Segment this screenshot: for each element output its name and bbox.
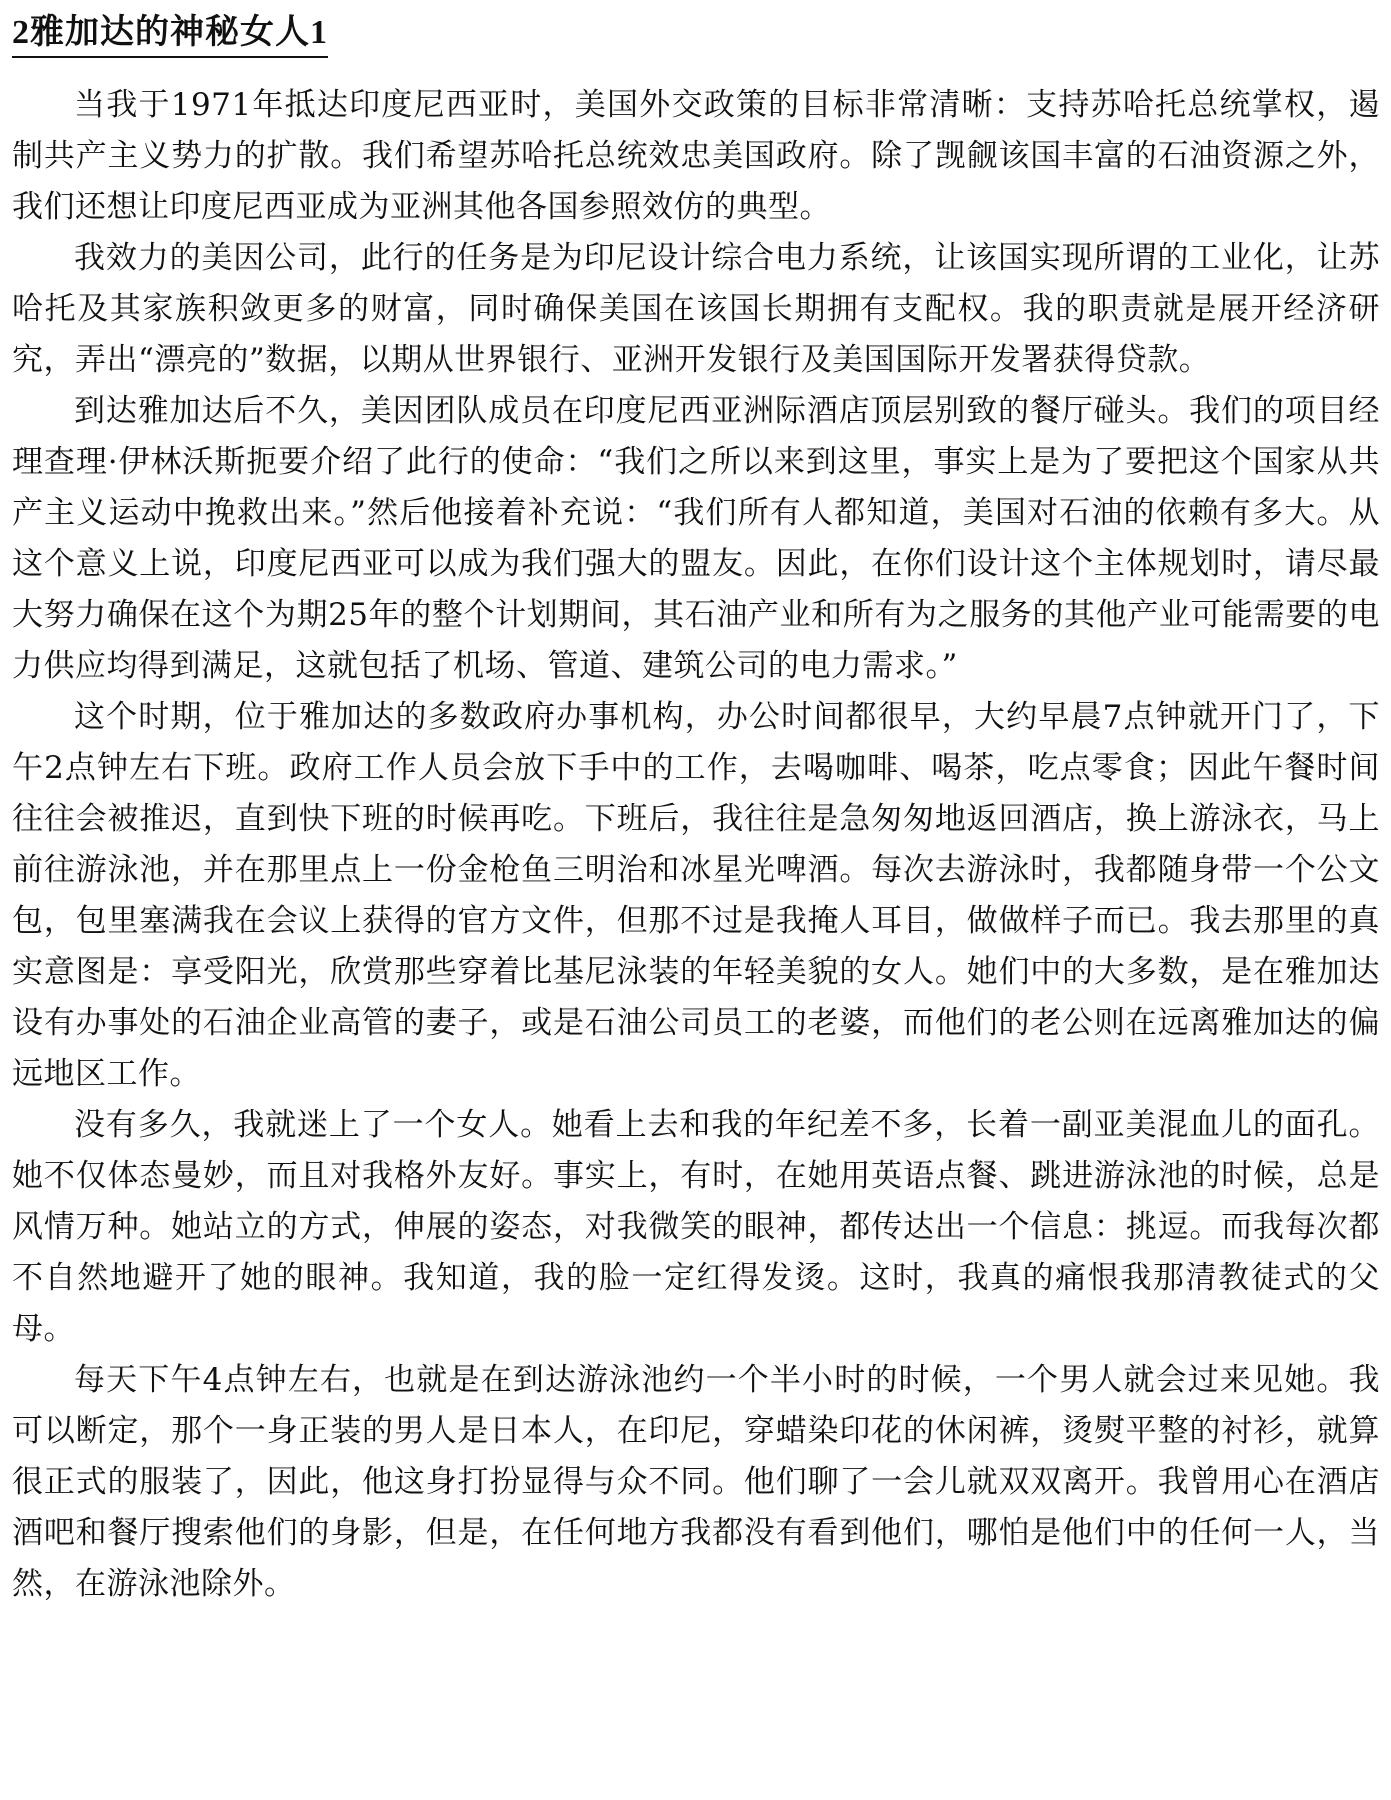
paragraph: 到达雅加达后不久，美因团队成员在印度尼西亚洲际酒店顶层别致的餐厅碰头。我们的项目经理查理·伊林沃斯扼要介绍了此行的使命：“我们之所以来到这里，事实上是为了要把这个国家从共产主义运动中挽救出来。”然后他接着补充说：“我们所有人都知道，美国对石油的依赖有多大。从这个意义上说，印度尼西亚可以成为我们强大的盟友。因此，在你们设计这个主体规划时，请尽最大努力确保在这个为期25年的整个计划期间，其石油产业和所有为之服务的其他产业可能需要的电力供应均得到满足，这就包括了机场、管道、建筑公司的电力需求。” <box>12 393 1380 684</box>
paragraph: 我效力的美因公司，此行的任务是为印尼设计综合电力系统，让该国实现所谓的工业化，让苏哈托及其家族积敛更多的财富，同时确保美国在该国长期拥有支配权。我的职责就是展开经济研究，弄出“漂亮的”数据，以期从世界银行、亚洲开发银行及美国国际开发署获得贷款。 <box>12 240 1380 378</box>
document-page <box>12 10 1380 1790</box>
paragraph: 这个时期，位于雅加达的多数政府办事机构，办公时间都很早，大约早晨7点钟就开门了，下午2点钟左右下班。政府工作人员会放下手中的工作，去喝咖啡、喝茶，吃点零食；因此午餐时间往往会被推迟，直到快下班的时候再吃。下班后，我往往是急匆匆地返回酒店，换上游泳衣，马上前往游泳池，并在那里点上一份金枪鱼三明治和冰星光啤酒。每次去游泳时，我都随身带一个公文包，包里塞满我在会议上获得的官方文件，但那不过是我掩人耳目，做做样子而已。我去那里的真实意图是：享受阳光，欣赏那些穿着比基尼泳装的年轻美貌的女人。她们中的大多数，是在雅加达设有办事处的石油企业高管的妻子，或是石油公司员工的老婆，而他们的老公则在远离雅加达的偏远地区工作。 <box>12 699 1380 1092</box>
paragraph: 每天下午4点钟左右，也就是在到达游泳池约一个半小时的时候，一个男人就会过来见她。我可以断定，那个一身正装的男人是日本人，在印尼，穿蜡染印花的休闲裤，烫熨平整的衬衫，就算很正式的服装了，因此，他这身打扮显得与众不同。他们聊了一会儿就双双离开。我曾用心在酒店酒吧和餐厅搜索他们的身影，但是，在任何地方我都没有看到他们，哪怕是他们中的任何一人，当然，在游泳池除外。 <box>12 1362 1380 1602</box>
paragraph: 当我于1971年抵达印度尼西亚时，美国外交政策的目标非常清晰：支持苏哈托总统掌权，遏制共产主义势力的扩散。我们希望苏哈托总统效忠美国政府。除了觊觎该国丰富的石油资源之外，我们还想让印度尼西亚成为亚洲其他各国参照效仿的典型。 <box>12 87 1380 225</box>
chapter-title: 2雅加达的神秘女人1 <box>12 10 328 58</box>
paragraph: 没有多久，我就迷上了一个女人。她看上去和我的年纪差不多，长着一副亚美混血儿的面孔。她不仅体态曼妙，而且对我格外友好。事实上，有时，在她用英语点餐、跳进游泳池的时候，总是风情万种。她站立的方式，伸展的姿态，对我微笑的眼神，都传达出一个信息：挑逗。而我每次都不自然地避开了她的眼神。我知道，我的脸一定红得发烫。这时，我真的痛恨我那清教徒式的父母。 <box>12 1107 1380 1347</box>
